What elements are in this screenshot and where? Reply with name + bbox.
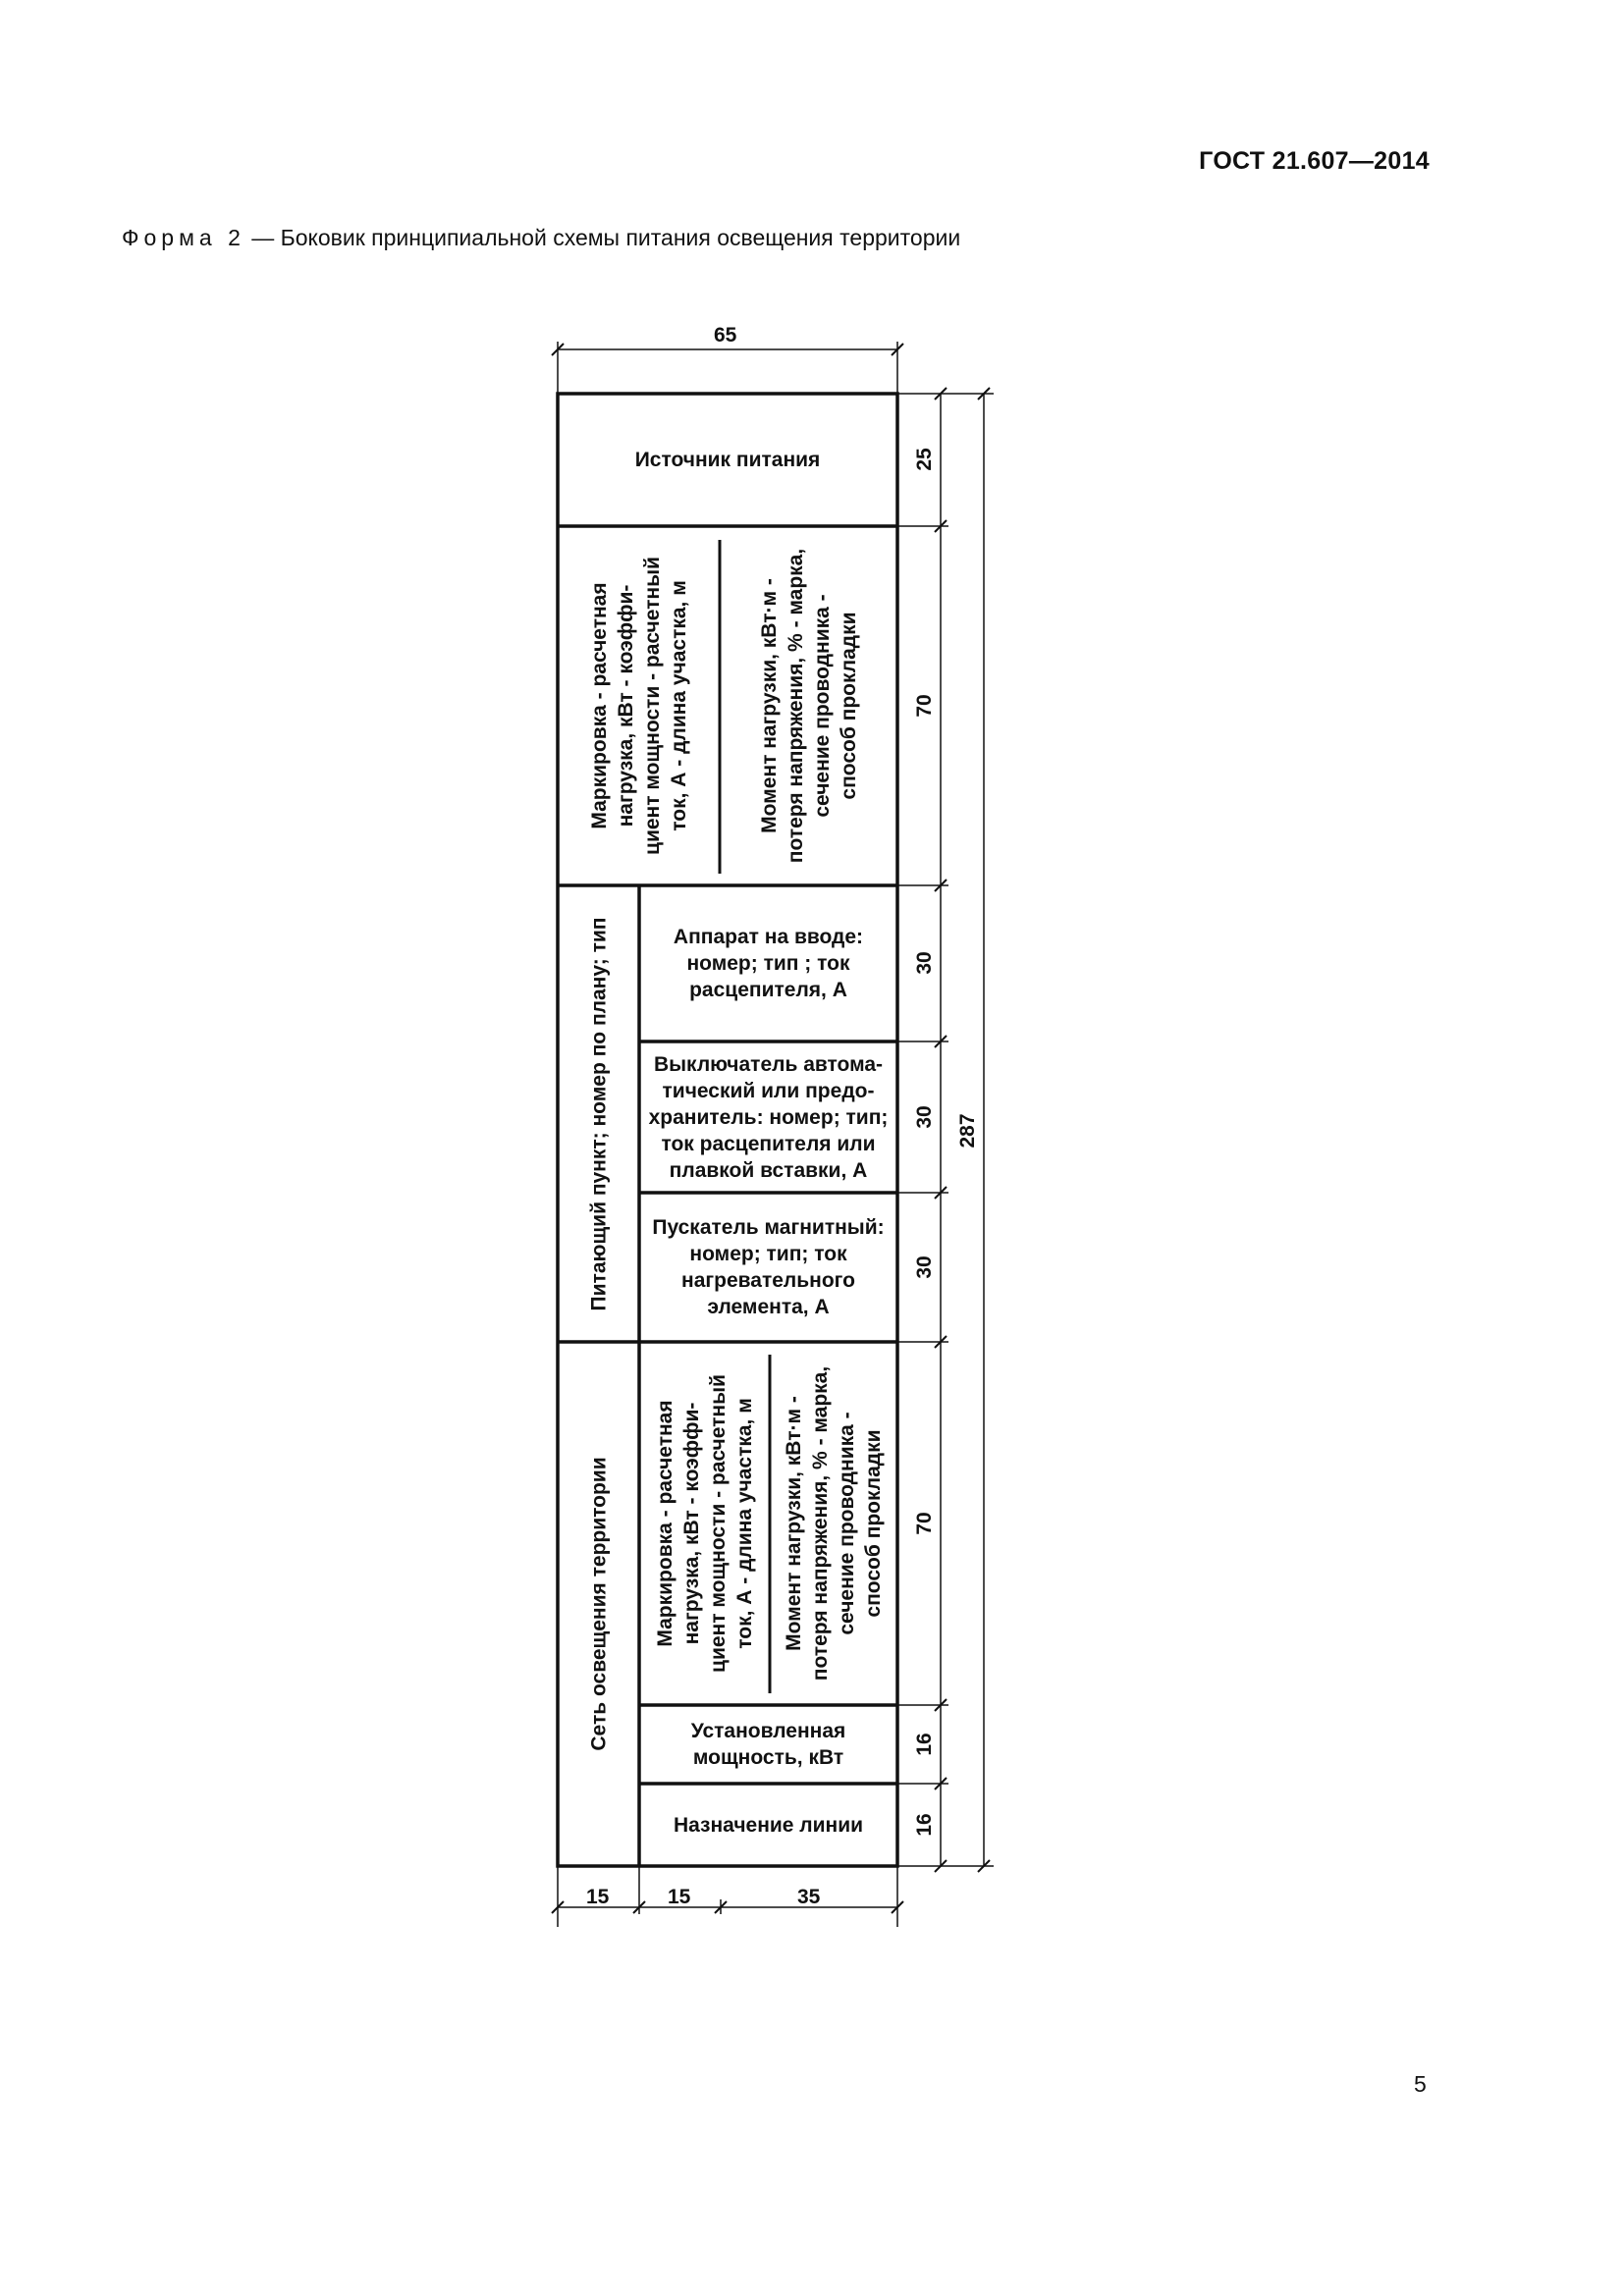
dim-col-2: 15: [668, 1886, 691, 1908]
dim-row-5: 30: [913, 1255, 936, 1279]
feeding-point-label: Питающий пункт; номер по плану; тип: [587, 917, 610, 1310]
form-label: Форма 2: [122, 225, 245, 250]
breaker-label: Выключатель автома- тический или предо- хранитель: номер; тип; ток расцепителя или плавкой вставки, А: [648, 1052, 889, 1182]
power-source-label: Источник питания: [634, 449, 821, 471]
starter-label: Пускатель магнитный: номер; тип; ток нагревательного элемента, А: [652, 1216, 885, 1318]
form-title: — Боковик принципиальной схемы питания освещения территории: [244, 225, 961, 250]
cell-net-moment: [770, 1342, 897, 1705]
dim-row-1: 25: [913, 448, 936, 471]
cell-line-purpose: [639, 1784, 897, 1866]
dim-total-height: 287: [956, 1113, 979, 1148]
dim-total-width: 65: [714, 324, 737, 347]
cell-installed-power: [639, 1705, 897, 1784]
cell-feed-marking: [558, 526, 720, 885]
dim-row-2: 70: [913, 694, 936, 718]
cell-feed-moment: [720, 526, 897, 885]
cell-power-source: [558, 394, 897, 526]
dim-row-8: 16: [913, 1813, 936, 1837]
page-number: 5: [1414, 2071, 1427, 2097]
standard-number: ГОСТ 21.607—2014: [1199, 147, 1430, 175]
cell-input-device: [639, 885, 897, 1041]
net-moment-label: Момент нагрузки, кВт·м - потеря напряжения, % - марка, сечение проводника - способ прокладки: [783, 1365, 885, 1682]
cell-net-marking: [639, 1342, 770, 1705]
network-label: Сеть освещения территории: [587, 1457, 610, 1751]
dim-row-7: 16: [913, 1733, 936, 1756]
installed-power-label: Установленная мощность, кВт: [690, 1720, 846, 1769]
dim-row-4: 30: [913, 1105, 936, 1129]
input-device-label: Аппарат на вводе: номер; тип ; ток расцепителя, А: [673, 926, 864, 1001]
cell-breaker: [639, 1041, 897, 1193]
line-purpose-label: Назначение линии: [673, 1813, 864, 1837]
net-marking-label: Маркировка - расчетная нагрузка, кВт - коэффи- циент мощности - расчетный ток, А - длина участка, м: [653, 1374, 756, 1673]
dim-col-1: 15: [586, 1886, 610, 1908]
dim-col-3: 35: [797, 1886, 821, 1908]
cell-feeding-point: [558, 885, 639, 1342]
dim-row-6: 70: [913, 1512, 936, 1535]
cell-starter: [639, 1193, 897, 1342]
feed-moment-label: Момент нагрузки, кВт·м - потеря напряжения, % - марка, сечение проводника - способ прокладки: [757, 548, 860, 864]
dim-row-3: 30: [913, 951, 936, 975]
cell-network: [558, 1342, 639, 1866]
feed-marking-label: Маркировка - расчетная нагрузка, кВт - коэффи- циент мощности - расчетный ток, А - длина участка, м: [587, 557, 690, 855]
